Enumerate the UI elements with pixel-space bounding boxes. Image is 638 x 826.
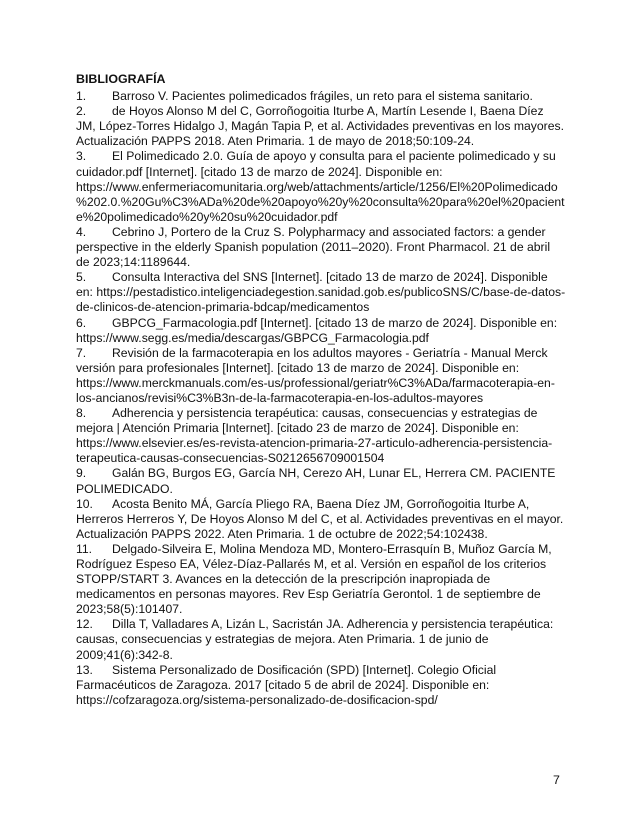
reference-number: 13. bbox=[76, 662, 93, 677]
reference-item-6 bbox=[76, 316, 566, 346]
reference-item-5 bbox=[76, 270, 566, 315]
reference-text: Dilla T, Valladares A, Lizán L, Sacristán JA. Adherencia y persistencia terapéutica: causas, consecuencias y estrategias de mejora. Aten Primaria. 1 de junio de 2009;41(6):342-8. bbox=[76, 617, 554, 662]
reference-text: Barroso V. Pacientes polimedicados frágiles, un reto para el sistema sanitario. bbox=[112, 89, 533, 104]
reference-number: 3. bbox=[76, 149, 87, 164]
reference-number: 10. bbox=[76, 496, 93, 511]
reference-number: 11. bbox=[76, 541, 93, 556]
reference-number: 9. bbox=[76, 466, 87, 481]
reference-number: 1. bbox=[76, 89, 87, 104]
reference-item-12 bbox=[76, 617, 566, 662]
reference-list bbox=[76, 89, 566, 708]
reference-number: 4. bbox=[76, 224, 87, 239]
reference-text: Consulta Interactiva del SNS [Internet]. [citado 13 de marzo de 2024]. Disponible en: https://pestadistico.inteligenciadegestion.sanidad.gob.es/publicoSNS/C/base-de-datos-de-clinicos-de-atencion-primaria-bdcap/medicamentos bbox=[76, 270, 566, 315]
reference-number: 5. bbox=[76, 270, 87, 285]
reference-item-1 bbox=[76, 89, 566, 104]
page-number: 7 bbox=[553, 773, 560, 787]
reference-text: Delgado-Silveira E, Molina Mendoza MD, Montero-Errasquín B, Muñoz García M, Rodríguez Espeso EA, Vélez-Díaz-Pallarés M, et al. Versión en español de los criterios STOPP/START 3. Avances en la detección de la prescripción inapropiada de medicamentos en personas mayores. Rev Esp Geriatría Gerontol. 1 de septiembre de 2023;58(5):101407. bbox=[76, 541, 552, 617]
reference-number: 2. bbox=[76, 104, 87, 119]
reference-text: El Polimedicado 2.0. Guía de apoyo y consulta para el paciente polimedicado y su cuidador.pdf [Internet]. [citado 13 de marzo de 2024]. Disponible en: https://www.enfermeriacomunitaria.org/web/attachments/article/1256/El%20Polimedicado%202.0.%20Gu%C3%ADa%20de%20apoyo%20y%20consulta%20para%20el%20paciente%20polimedicado%20y%20su%20cuidador.pdf bbox=[76, 149, 565, 224]
reference-text: de Hoyos Alonso M del C, Gorroñogoitia Iturbe A, Martín Lesende I, Baena Díez JM, López-Torres Hidalgo J, Magán Tapia P, et al. Actividades preventivas en los mayores. Actualización PAPPS 2018. Aten Primaria. 1 de mayo de 2018;50:109-24. bbox=[76, 104, 564, 149]
reference-number: 8. bbox=[76, 406, 87, 421]
reference-text: Revisión de la farmacoterapia en los adultos mayores - Geriatría - Manual Merck versión para profesionales [Internet]. [citado 13 de marzo de 2024]. Disponible en: https://www.merckmanuals.com/es-us/professional/geriatr%C3%ADa/farmacoterapia-en-los-ancianos/revisi%C3%B3n-de-la-farmacoterapia-en-los-adultos-mayores bbox=[76, 345, 555, 405]
reference-text: Cebrino J, Portero de la Cruz S. Polypharmacy and associated factors: a gender perspective in the elderly Spanish population (2011–2020). Front Pharmacol. 21 de abril de 2023;14:1189644. bbox=[76, 224, 551, 270]
bibliography-heading: BIBLIOGRAFÍA bbox=[76, 72, 166, 86]
reference-text: Acosta Benito MÁ, García Pliego RA, Baena Díez JM, Gorroñogoitia Iturbe A, Herreros Herreros Y, De Hoyos Alonso M del C, et al. Actividades preventivas en el mayor. Actualización PAPPS 2022. Aten Primaria. 1 de octubre de 2022;54:102438. bbox=[76, 496, 564, 541]
reference-item-7 bbox=[76, 346, 566, 406]
reference-item-3 bbox=[76, 149, 566, 224]
reference-item-10 bbox=[76, 497, 566, 542]
reference-item-13 bbox=[76, 663, 566, 708]
reference-item-8 bbox=[76, 406, 566, 466]
reference-item-9 bbox=[76, 466, 566, 496]
reference-item-4 bbox=[76, 225, 566, 270]
reference-item-2 bbox=[76, 104, 566, 149]
reference-number: 12. bbox=[76, 617, 93, 632]
reference-text: Sistema Personalizado de Dosificación (SPD) [Internet]. Colegio Oficial Farmacéuticos de Zaragoza. 2017 [citado 5 de abril de 2024]. Disponible en: https://cofzaragoza.org/sistema-personalizado-de-dosificacion-spd/ bbox=[76, 662, 497, 707]
reference-item-11 bbox=[76, 542, 566, 617]
reference-number: 7. bbox=[76, 345, 87, 360]
reference-number: 6. bbox=[76, 315, 87, 330]
reference-text: GBPCG_Farmacologia.pdf [Internet]. [citado 13 de marzo de 2024]. Disponible en: https://www.segg.es/media/descargas/GBPCG_Farmacologia.pdf bbox=[76, 315, 558, 345]
bibliography-section bbox=[76, 72, 566, 708]
reference-text: Galán BG, Burgos EG, García NH, Cerezo AH, Lunar EL, Herrera CM. PACIENTE POLIMEDICADO. bbox=[76, 466, 556, 496]
reference-text: Adherencia y persistencia terapéutica: causas, consecuencias y estrategias de mejora | Atención Primaria [Internet]. [citado 23 de marzo de 2024]. Disponible en: https://www.elsevier.es/es-revista-atencion-primaria-27-articulo-adherencia-persistencia-terapeutica-causas-consecuencias-S0212656709001504 bbox=[76, 406, 553, 466]
